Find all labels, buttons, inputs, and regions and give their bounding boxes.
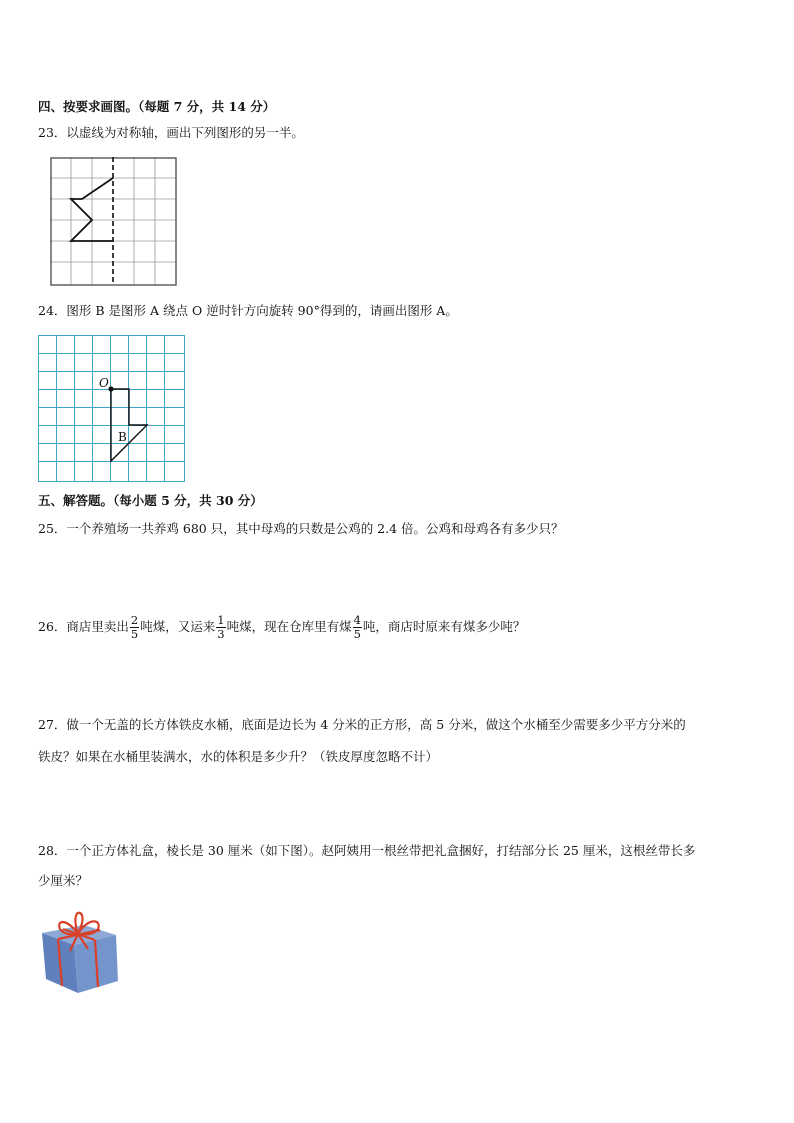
q26-part4: 吨，商店时原来有煤多少吨？ [362, 619, 526, 634]
fraction-two-fifths [130, 614, 139, 641]
q26-part1: 26．商店里卖出 [38, 619, 129, 634]
question-28-line-2: 少厘米？ [38, 873, 89, 888]
question-27-line-2: 铁皮？如果在水桶里装满水，水的体积是多少升？（铁皮厚度忽略不计） [38, 749, 439, 764]
question-24-text: 24．图形 B 是图形 A 绕点 O 逆时针方向旋转 90°得到的，请画出图形 A。 [38, 303, 458, 318]
section-5-heading: 五、解答题。（每小题 5 分，共 30 分） [38, 493, 263, 508]
point-o-label: O [99, 376, 109, 390]
gift-box-illustration [38, 905, 122, 997]
fraction-denominator: 5 [353, 627, 361, 641]
fraction-numerator: 1 [217, 613, 225, 627]
question-23-text: 23．以虚线为对称轴，画出下列图形的另一半。 [38, 125, 304, 140]
section-4-heading: 四、按要求画图。（每题 7 分，共 14 分） [38, 99, 276, 114]
question-25-text: 25．一个养殖场一共养鸡 680 只，其中母鸡的只数是公鸡的 2.4 倍。公鸡和母鸡各有多少只？ [38, 521, 564, 536]
fraction-denominator: 3 [217, 627, 225, 641]
fraction-four-fifths [353, 614, 362, 641]
question-26-text [38, 606, 525, 648]
point-o-dot [108, 386, 113, 391]
fraction-denominator: 5 [130, 627, 139, 641]
rotation-grid-figure [38, 335, 188, 485]
symmetry-grid-figure [50, 157, 178, 287]
fraction-numerator: 2 [130, 613, 139, 627]
fraction-one-third [216, 614, 225, 641]
figure-b-label: B [118, 430, 127, 444]
q26-part3: 吨煤，现在仓库里有煤 [226, 619, 352, 634]
question-27-line-1: 27．做一个无盖的长方体铁皮水桶，底面是边长为 4 分米的正方形，高 5 分米，做这个水桶至少需要多少平方分米的 [38, 717, 686, 732]
q26-part2: 吨煤，又运来 [140, 619, 216, 634]
fraction-numerator: 4 [353, 613, 361, 627]
question-28-line-1: 28．一个正方体礼盒，棱长是 30 厘米（如下图）。赵阿姨用一根丝带把礼盒捆好，打结部分长 25 厘米，这根丝带长多 [38, 843, 696, 858]
